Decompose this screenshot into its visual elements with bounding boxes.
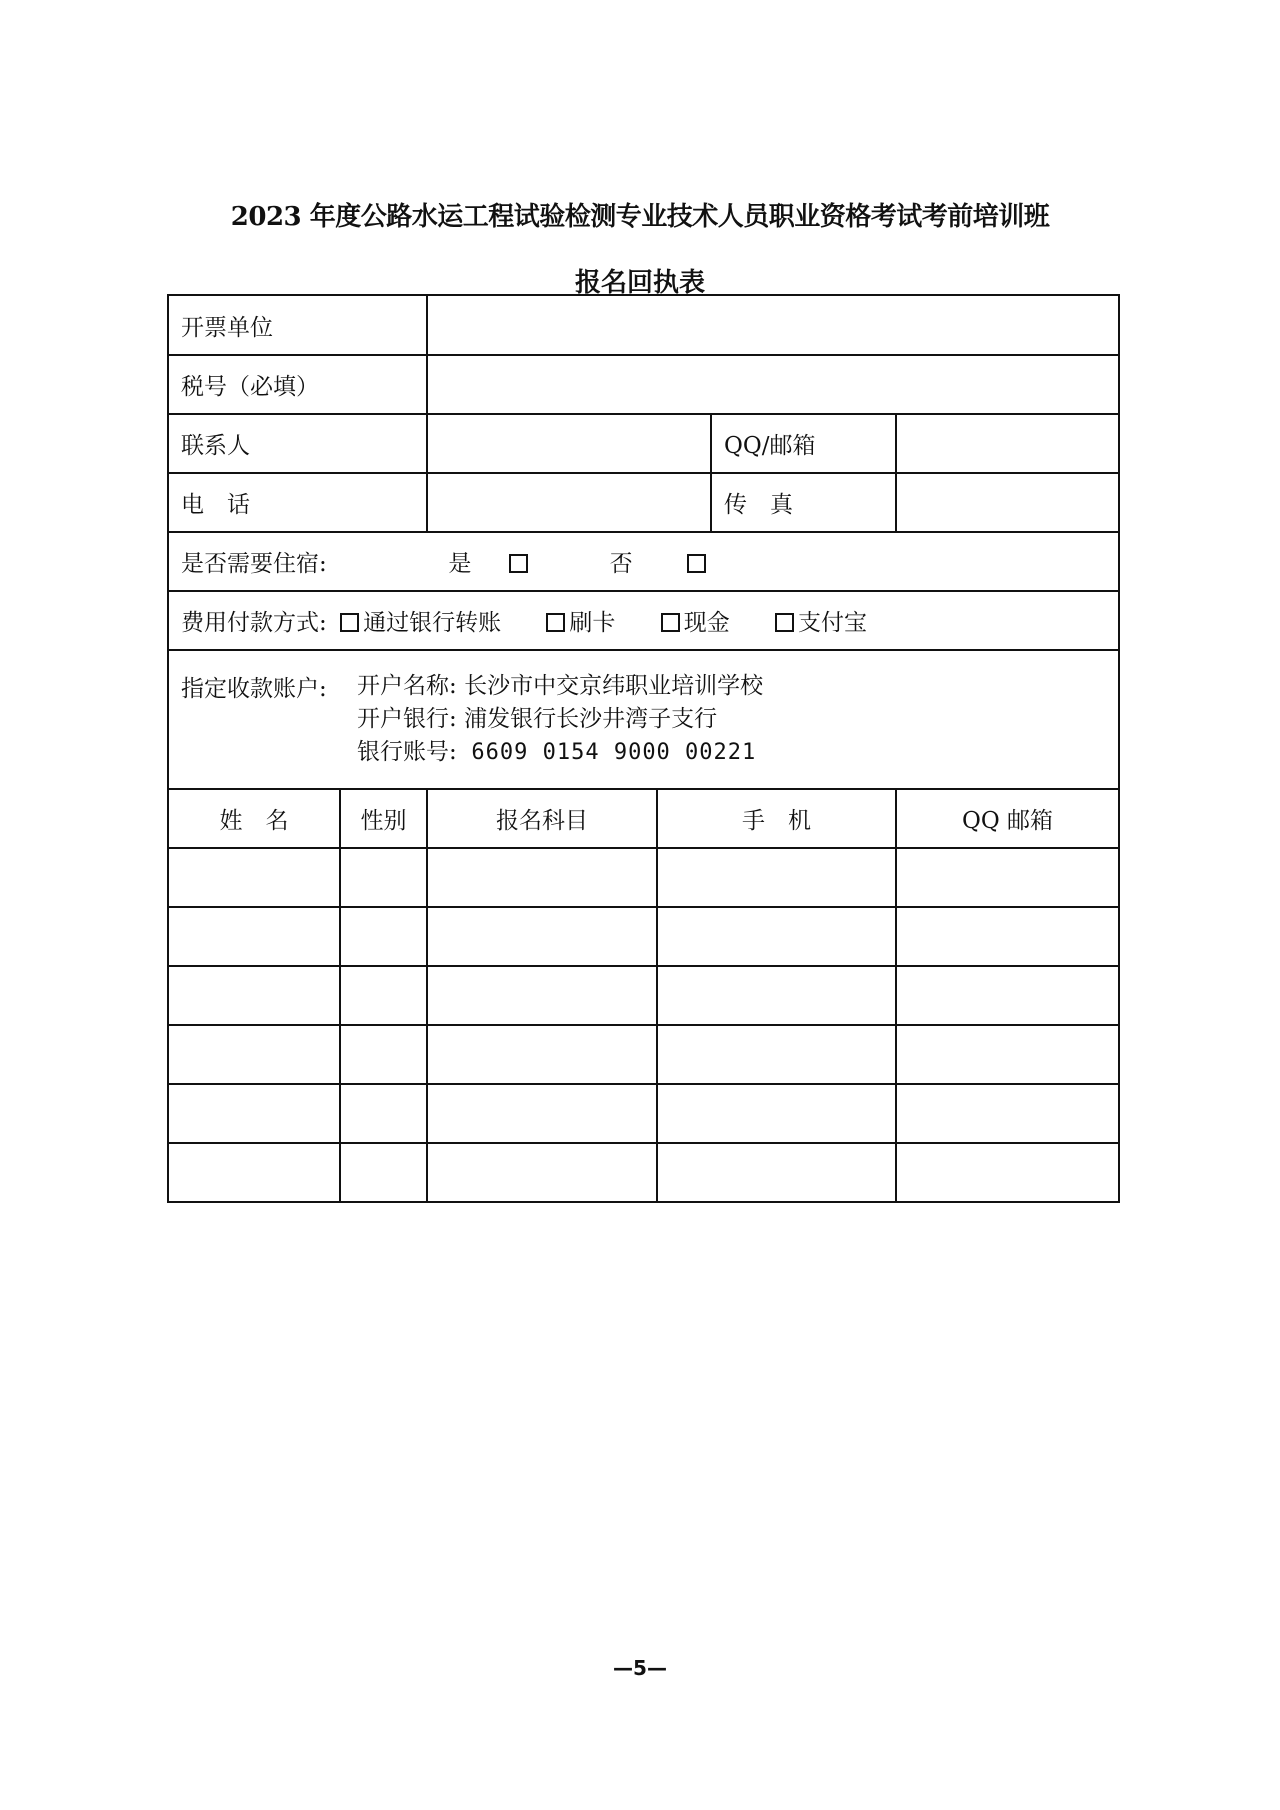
payment-method-row <box>168 591 1119 650</box>
accommodation-no-option[interactable] <box>610 545 710 578</box>
participant-mobile-cell[interactable] <box>657 1084 896 1143</box>
participant-subject-cell[interactable] <box>427 848 657 907</box>
registration-form-table <box>167 294 1120 1203</box>
account-name-value: 长沙市中交京纬职业培训学校 <box>464 673 764 699</box>
tax-id-field[interactable] <box>427 355 1119 414</box>
participant-mobile-cell[interactable] <box>657 907 896 966</box>
participant-row <box>168 1143 1119 1202</box>
qq-email-field[interactable] <box>896 414 1119 473</box>
participant-subject-cell[interactable] <box>427 907 657 966</box>
contact-label: 联系人 <box>168 414 427 473</box>
payment-option-bank-transfer[interactable] <box>340 604 501 637</box>
payment-method-label: 费用付款方式: <box>181 610 327 636</box>
participant-qq-email-cell[interactable] <box>896 1025 1119 1084</box>
participant-subject-cell[interactable] <box>427 1025 657 1084</box>
bank-transfer-checkbox[interactable] <box>340 613 359 632</box>
contact-row <box>168 414 1119 473</box>
participant-row <box>168 966 1119 1025</box>
account-number-label: 银行账号: <box>357 739 457 765</box>
tax-id-row <box>168 355 1119 414</box>
participants-header-row <box>168 789 1119 848</box>
participant-mobile-cell[interactable] <box>657 1143 896 1202</box>
tax-id-label: 税号（必填） <box>168 355 427 414</box>
page-title: 2023 年度公路水运工程试验检测专业技术人员职业资格考试考前培训班 <box>230 202 1050 232</box>
alipay-checkbox[interactable] <box>775 613 794 632</box>
participant-gender-cell[interactable] <box>340 966 427 1025</box>
account-number-line <box>357 736 763 769</box>
account-bank-value: 浦发银行长沙井湾子支行 <box>464 706 718 732</box>
payment-option-card[interactable] <box>546 604 615 637</box>
accommodation-label: 是否需要住宿: <box>181 551 327 577</box>
account-bank-line <box>357 703 763 736</box>
qq-email-label: QQ/邮箱 <box>711 414 896 473</box>
invoice-unit-field[interactable] <box>427 295 1119 355</box>
fax-label: 传 真 <box>711 473 896 532</box>
accommodation-row <box>168 532 1119 591</box>
header-gender: 性别 <box>340 789 427 848</box>
account-bank-label: 开户银行: <box>357 706 457 732</box>
accommodation-no-label: 否 <box>609 551 633 577</box>
participant-mobile-cell[interactable] <box>657 966 896 1025</box>
phone-label: 电 话 <box>168 473 427 532</box>
contact-field[interactable] <box>427 414 711 473</box>
participant-row <box>168 1025 1119 1084</box>
header-mobile: 手 机 <box>657 789 896 848</box>
receiving-account-details <box>357 670 763 769</box>
cash-checkbox[interactable] <box>661 613 680 632</box>
invoice-unit-row <box>168 295 1119 355</box>
participant-row <box>168 848 1119 907</box>
participant-row <box>168 907 1119 966</box>
participant-gender-cell[interactable] <box>340 848 427 907</box>
phone-field[interactable] <box>427 473 711 532</box>
payment-option-cash[interactable] <box>661 604 730 637</box>
account-name-line <box>357 670 763 703</box>
participant-gender-cell[interactable] <box>340 1025 427 1084</box>
page-subtitle: 报名回执表 <box>574 268 705 298</box>
participant-gender-cell[interactable] <box>340 1084 427 1143</box>
page-number: —5— <box>613 1656 667 1680</box>
participant-subject-cell[interactable] <box>427 1143 657 1202</box>
payment-option-alipay[interactable] <box>775 604 867 637</box>
alipay-label: 支付宝 <box>798 610 867 636</box>
participant-mobile-cell[interactable] <box>657 848 896 907</box>
participant-name-cell[interactable] <box>168 848 340 907</box>
participant-qq-email-cell[interactable] <box>896 966 1119 1025</box>
header-qq-email: QQ 邮箱 <box>896 789 1119 848</box>
accommodation-yes-label: 是 <box>448 551 472 577</box>
fax-field[interactable] <box>896 473 1119 532</box>
participant-subject-cell[interactable] <box>427 966 657 1025</box>
header-name: 姓 名 <box>168 789 340 848</box>
participant-name-cell[interactable] <box>168 1143 340 1202</box>
participant-row <box>168 1084 1119 1143</box>
participant-name-cell[interactable] <box>168 1025 340 1084</box>
invoice-unit-label: 开票单位 <box>168 295 427 355</box>
header-exam-subject: 报名科目 <box>427 789 657 848</box>
participant-subject-cell[interactable] <box>427 1084 657 1143</box>
receiving-account-label: 指定收款账户: <box>181 676 327 702</box>
participant-gender-cell[interactable] <box>340 1143 427 1202</box>
phone-row <box>168 473 1119 532</box>
participant-qq-email-cell[interactable] <box>896 1143 1119 1202</box>
participant-mobile-cell[interactable] <box>657 1025 896 1084</box>
bank-transfer-label: 通过银行转账 <box>363 610 502 636</box>
participant-name-cell[interactable] <box>168 1084 340 1143</box>
participant-qq-email-cell[interactable] <box>896 907 1119 966</box>
card-checkbox[interactable] <box>546 613 565 632</box>
cash-label: 现金 <box>683 610 730 636</box>
card-label: 刷卡 <box>569 610 616 636</box>
accommodation-no-checkbox[interactable] <box>687 554 706 573</box>
participant-gender-cell[interactable] <box>340 907 427 966</box>
account-name-label: 开户名称: <box>357 673 457 699</box>
participant-name-cell[interactable] <box>168 966 340 1025</box>
participant-qq-email-cell[interactable] <box>896 1084 1119 1143</box>
account-number-value: 6609 0154 9000 00221 <box>471 740 757 765</box>
accommodation-yes-checkbox[interactable] <box>509 554 528 573</box>
participant-qq-email-cell[interactable] <box>896 848 1119 907</box>
accommodation-yes-option[interactable] <box>448 545 532 578</box>
participant-name-cell[interactable] <box>168 907 340 966</box>
receiving-account-row <box>168 650 1119 789</box>
